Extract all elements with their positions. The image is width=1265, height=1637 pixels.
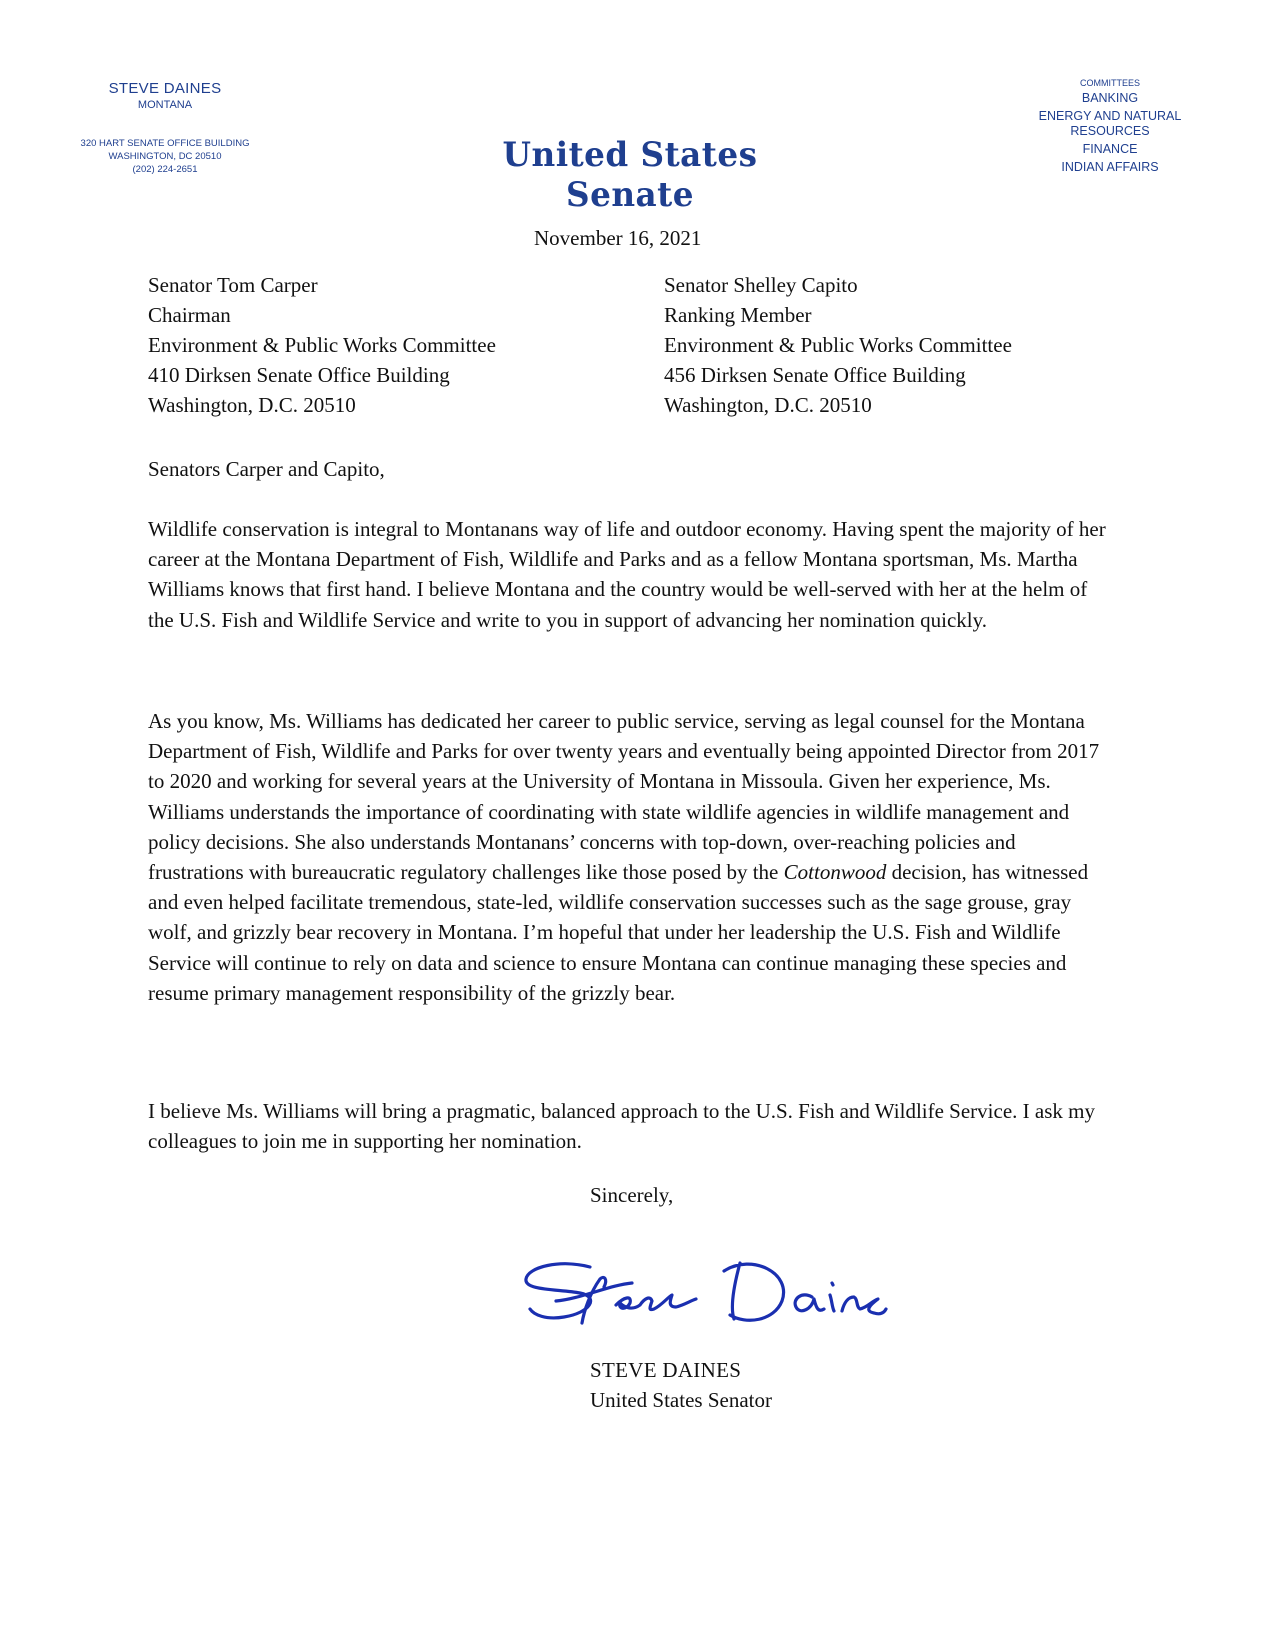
recipient-committee: Environment & Public Works Committee (664, 333, 1012, 357)
letterhead-address (40, 137, 290, 176)
letterhead-left (40, 80, 290, 176)
recipient-office: 456 Dirksen Senate Office Building (664, 363, 966, 387)
signature-stroke (830, 1283, 834, 1311)
committee-item: ENERGY AND NATURAL RESOURCES (1038, 109, 1182, 138)
committee-item: FINANCE (1082, 142, 1138, 156)
recipient-role: Ranking Member (664, 303, 812, 327)
body-paragraph-1: Wildlife conservation is integral to Montanans way of life and outdoor economy. Having spent the majority of her career at the Montana Department of Fish, Wildlife and Parks and as a fellow Montana sportsman, Ms. Martha Williams knows that first hand. I believe Montana and the country would be well-served with her at the helm of the U.S. Fish and Wildlife Service and write to you in support of advancing her nomination quickly. (148, 517, 1106, 632)
signature-strokes (526, 1263, 886, 1323)
committee-item: INDIAN AFFAIRS (1061, 160, 1159, 174)
signer-name: STEVE DAINES (590, 1358, 742, 1382)
signature-stroke (582, 1277, 606, 1323)
case-name-italic: Cottonwood (783, 860, 887, 885)
body-paragraph-3: I believe Ms. Williams will bring a pragmatic, balanced approach to the U.S. Fish and Wildlife Service. I ask my colleagues to join me in supporting her nomination. (148, 1099, 1095, 1154)
recipient-name: Senator Shelley Capito (664, 273, 858, 297)
signer-title: United States Senator (590, 1388, 772, 1412)
senate-title: United States Senate (502, 135, 758, 215)
recipient-committee: Environment & Public Works Committee (148, 333, 496, 357)
signature-stroke (842, 1297, 886, 1314)
letter-date: November 16, 2021 (534, 226, 702, 250)
letterhead-office: 320 HART SENATE OFFICE BUILDING (80, 138, 250, 149)
body-paragraph-2 (148, 706, 1108, 1008)
handwritten-signature (520, 1245, 890, 1340)
committee-item: BANKING (1081, 91, 1139, 105)
recipient-office: 410 Dirksen Senate Office Building (148, 363, 450, 387)
paragraph-text: decision, has witnessed and even helped facilitate tremendous, state-led, wildlife conservation successes such as the sage grouse, gray wolf, and grizzly bear recovery in Montana. I’m hopeful that under her leadership the U.S. Fish and Wildlife Service will continue to rely on data and science to ensure Montana can continue managing these species and resume primary management responsibility of the grizzly bear. (148, 860, 1089, 1005)
recipient-city: Washington, D.C. 20510 (664, 393, 872, 417)
addressee-ranking-member (664, 270, 1012, 420)
recipient-name: Senator Tom Carper (148, 273, 318, 297)
letterhead-state: MONTANA (137, 99, 193, 111)
signature-stroke (724, 1263, 784, 1320)
salutation: Senators Carper and Capito, (148, 457, 385, 481)
signature-stroke (616, 1295, 696, 1310)
letterhead-city: WASHINGTON, DC 20510 (108, 151, 222, 162)
signature-stroke (526, 1264, 591, 1318)
paragraph-text: As you know, Ms. Williams has dedicated her career to public service, serving as legal counsel for the Montana Department of Fish, Wildlife and Parks for over twenty years and eventually being appointed Director from 2017 to 2020 and working for several years at the University of Montana in Missoula. Given her experience, Ms. Williams understands the importance of coordinating with state wildlife agencies in wildlife management and policy decisions. She also understands Montanans’ concerns with top-down, over-reaching policies and frustrations with bureaucratic regulatory challenges like those posed by the (148, 709, 1100, 885)
addressee-chairman (148, 270, 496, 420)
letterhead-committees (995, 78, 1225, 175)
letterhead-senator-name: STEVE DAINES (108, 80, 222, 97)
recipient-role: Chairman (148, 303, 231, 327)
committees-heading: COMMITTEES (1080, 78, 1140, 88)
signature-stroke (795, 1295, 824, 1311)
closing: Sincerely, (590, 1183, 674, 1207)
recipient-city: Washington, D.C. 20510 (148, 393, 356, 417)
letterhead-phone: (202) 224-2651 (132, 164, 198, 175)
